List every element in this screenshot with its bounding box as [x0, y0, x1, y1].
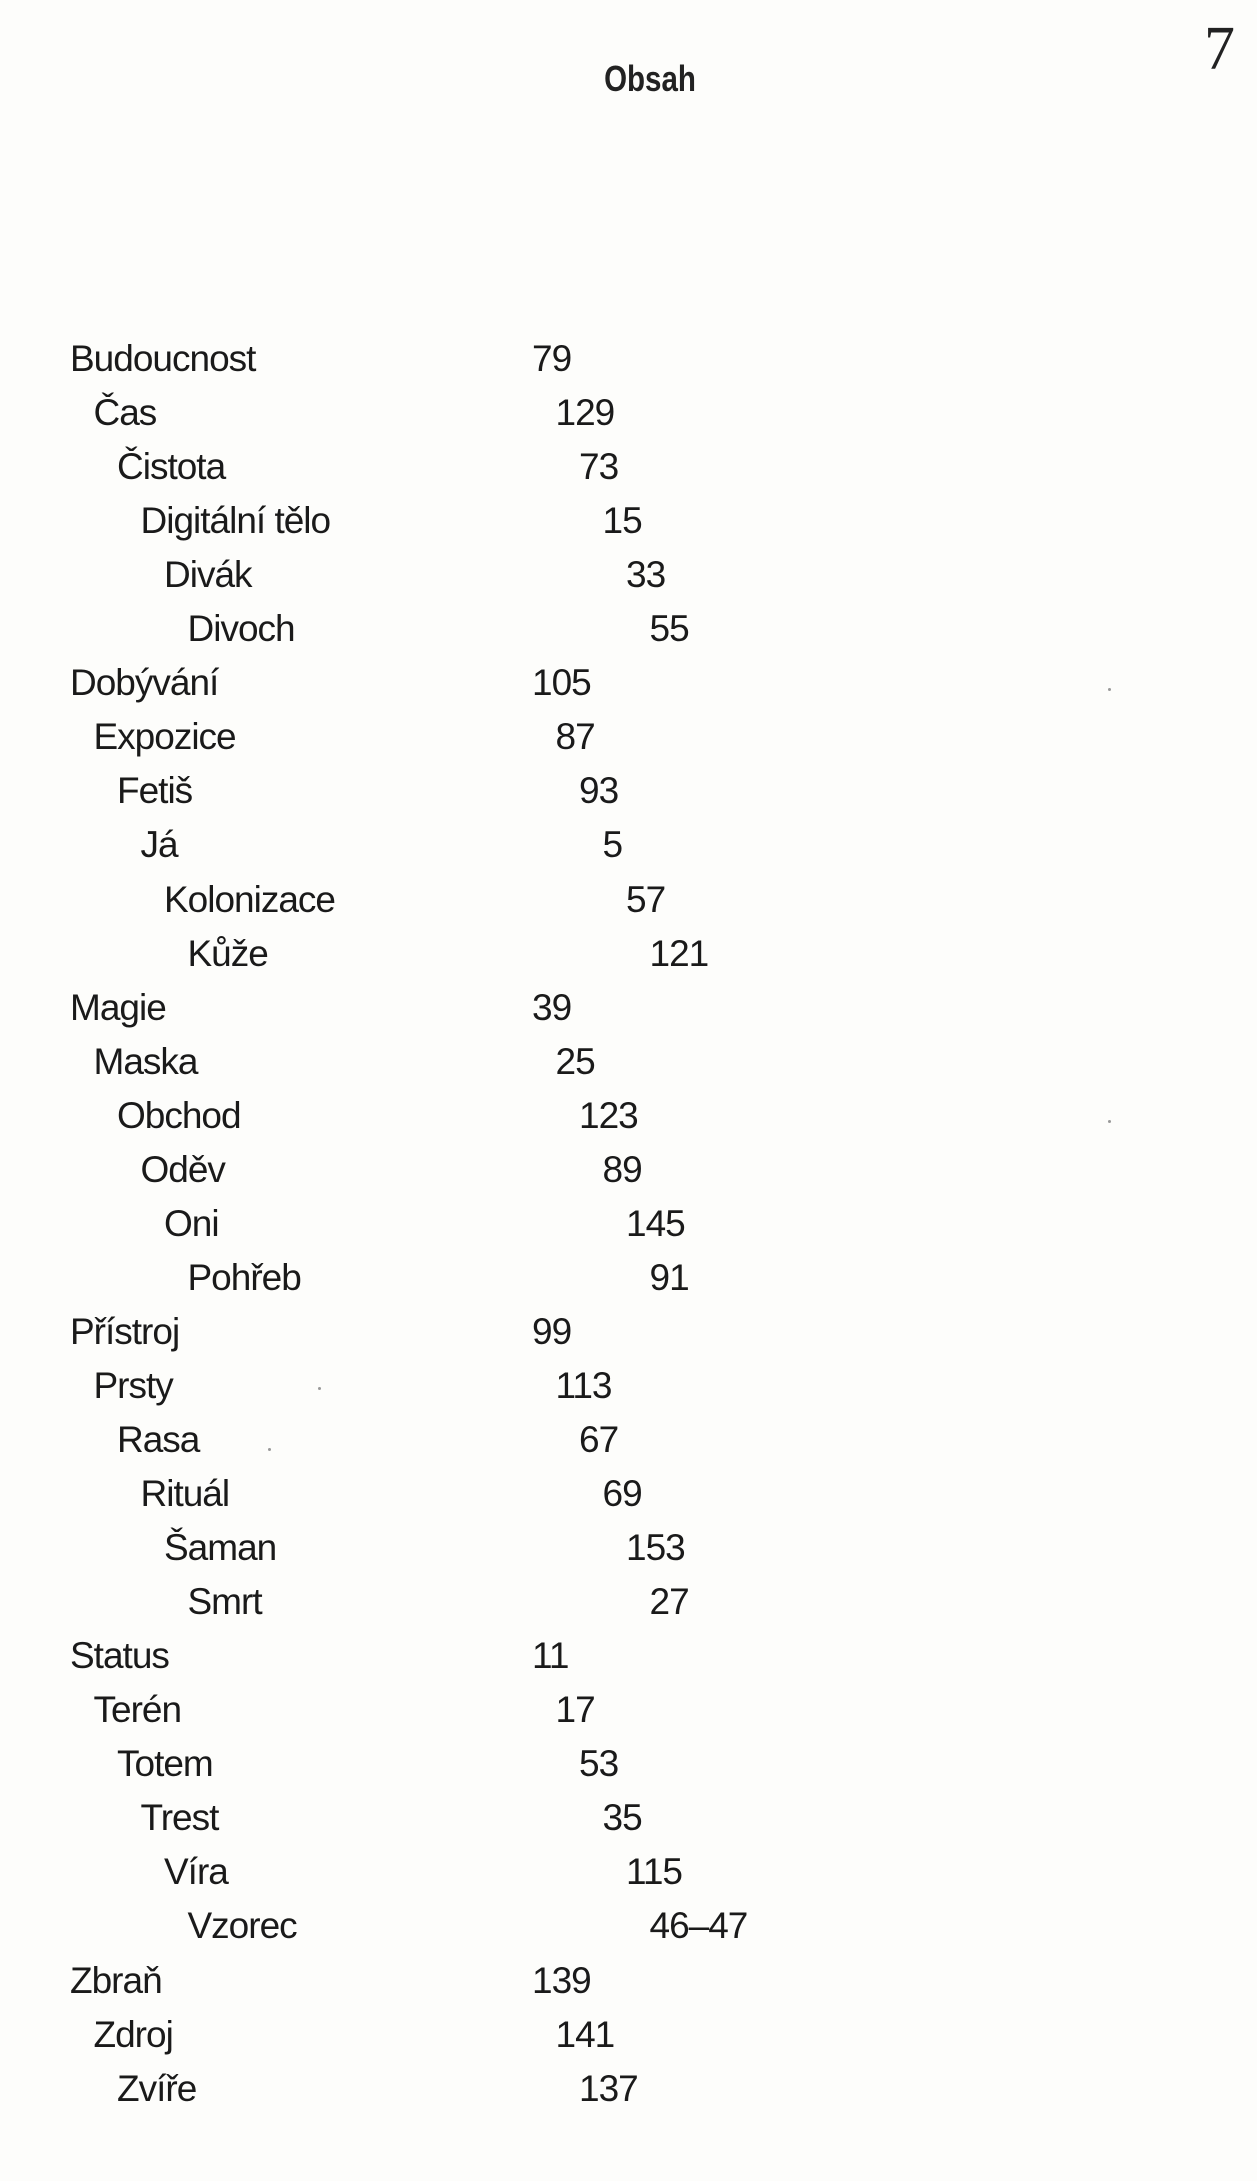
toc-entry-page: 145 [626, 1202, 685, 1244]
toc-entry-page: 79 [532, 338, 572, 379]
paper-speck [1108, 688, 1111, 691]
toc-entry [0, 2008, 1257, 2062]
toc-entry [0, 1791, 1257, 1845]
toc-entry [0, 1413, 1257, 1467]
toc-entry [0, 1305, 1257, 1359]
toc-entry-page: 73 [579, 446, 619, 488]
paper-speck [1108, 1120, 1111, 1123]
toc-entry [0, 1359, 1257, 1413]
toc-entry [0, 710, 1257, 764]
toc-entry-label: Maska [93, 1040, 198, 1082]
toc-entry-page: 99 [532, 1310, 572, 1352]
toc-entry [0, 873, 1257, 927]
toc-entry [0, 1197, 1257, 1251]
toc-entry [0, 981, 1257, 1035]
toc-entry [0, 1575, 1257, 1629]
toc-entry-label: Kůže [187, 932, 268, 974]
toc-entry-page: 89 [602, 1148, 642, 1190]
toc-entry-label: Pohřeb [187, 1256, 301, 1298]
toc-entry-page: 105 [532, 662, 591, 704]
toc-entry [0, 440, 1257, 494]
toc-entry-page: 141 [555, 2013, 615, 2055]
toc-entry-page: 87 [555, 716, 595, 758]
toc-entry [0, 1521, 1257, 1575]
toc-entry-page: 39 [532, 986, 572, 1028]
toc-entry-label: Totem [117, 1743, 213, 1785]
toc-entry-page: 93 [579, 770, 619, 812]
toc-entry-label: Smrt [187, 1581, 262, 1623]
toc-entry [0, 1954, 1257, 2008]
toc-entry [0, 1251, 1257, 1305]
toc-entry [0, 1629, 1257, 1683]
toc-entry-page: 153 [626, 1527, 685, 1569]
toc-entry [0, 764, 1257, 818]
toc-entry-page: 17 [555, 1689, 595, 1731]
toc-entry-label: Status [70, 1635, 169, 1677]
toc-entry [0, 332, 1257, 386]
toc-entry-page: 46–47 [649, 1905, 748, 1947]
toc-entry-label: Trest [140, 1797, 219, 1839]
toc-entry-page: 33 [626, 554, 666, 596]
toc-entry-page: 11 [532, 1635, 569, 1677]
toc-entry-page: 91 [649, 1256, 689, 1298]
toc-entry-label: Zvíře [117, 2067, 197, 2109]
toc-entry [0, 1089, 1257, 1143]
paper-speck [268, 1448, 271, 1451]
toc-entry [0, 386, 1257, 440]
toc-entry [0, 656, 1257, 710]
toc-entry [0, 494, 1257, 548]
toc-entry-label: Obchod [117, 1094, 241, 1136]
toc-entry-page: 67 [579, 1419, 619, 1460]
toc-entry-label: Fetiš [117, 770, 193, 812]
toc-entry-label: Terén [93, 1689, 182, 1731]
page-number: 7 [1204, 15, 1235, 83]
toc-entry-label: Oni [164, 1202, 219, 1244]
toc-entry-page: 53 [579, 1743, 619, 1785]
toc-entry-page: 25 [555, 1040, 595, 1082]
toc-entry [0, 1467, 1257, 1521]
paper-speck [318, 1387, 321, 1390]
toc-entry-label: Šaman [164, 1527, 277, 1569]
toc-entry-page: 113 [555, 1364, 612, 1406]
toc-entry-label: Zbraň [70, 1959, 162, 2001]
toc-entry-label: Kolonizace [164, 878, 336, 920]
toc-entry-page: 115 [626, 1851, 682, 1893]
toc-entry-label: Vzorec [187, 1905, 297, 1947]
toc-entry-label: Dobývání [70, 662, 219, 704]
toc-entry-label: Budoucnost [70, 338, 256, 379]
toc-entry [0, 1683, 1257, 1737]
toc-entry-label: Oděv [140, 1148, 225, 1190]
toc-entry-page: 137 [579, 2067, 638, 2109]
toc-entry-label: Expozice [93, 716, 236, 758]
toc-entry-page: 5 [602, 824, 623, 866]
toc-entry-label: Rituál [140, 1473, 230, 1515]
toc-entry-label: Magie [70, 986, 166, 1028]
toc-entry [0, 927, 1257, 981]
toc-entry-page: 57 [626, 878, 666, 920]
toc-entry-page: 27 [649, 1581, 689, 1623]
toc-entry-label: Víra [164, 1851, 228, 1893]
toc-entry-page: 55 [649, 608, 689, 650]
toc-entry-label: Přístroj [70, 1310, 180, 1352]
toc-entry-page: 69 [602, 1473, 642, 1515]
toc-entry [0, 1899, 1257, 1953]
toc-entry [0, 1035, 1257, 1089]
toc-entry [0, 1737, 1257, 1791]
toc-entry-label: Prsty [93, 1364, 173, 1406]
toc-entry [0, 602, 1257, 656]
toc-entry-page: 15 [602, 500, 642, 542]
toc-entry-label: Čas [93, 392, 157, 434]
toc-entry-page: 35 [602, 1797, 642, 1839]
toc-entry-label: Divoch [187, 608, 295, 650]
toc-entry-label: Čistota [117, 446, 226, 488]
toc-entry-label: Zdroj [93, 2013, 173, 2055]
toc-entry-page: 121 [649, 932, 709, 974]
toc-entry-page: 129 [555, 392, 615, 434]
toc-entry [0, 548, 1257, 602]
toc-entry [0, 1143, 1257, 1197]
toc-entry-label: Rasa [117, 1419, 200, 1460]
toc-entry-page: 123 [579, 1094, 638, 1136]
toc-entry-label: Digitální tělo [140, 500, 331, 542]
page-title: Obsah [604, 58, 696, 99]
toc-entry-label: Já [140, 824, 178, 866]
toc-entry [0, 818, 1257, 872]
toc-entry [0, 2062, 1257, 2116]
toc-entry-page: 139 [532, 1959, 591, 2001]
toc-entry [0, 1845, 1257, 1899]
toc-entry-label: Divák [164, 554, 252, 596]
